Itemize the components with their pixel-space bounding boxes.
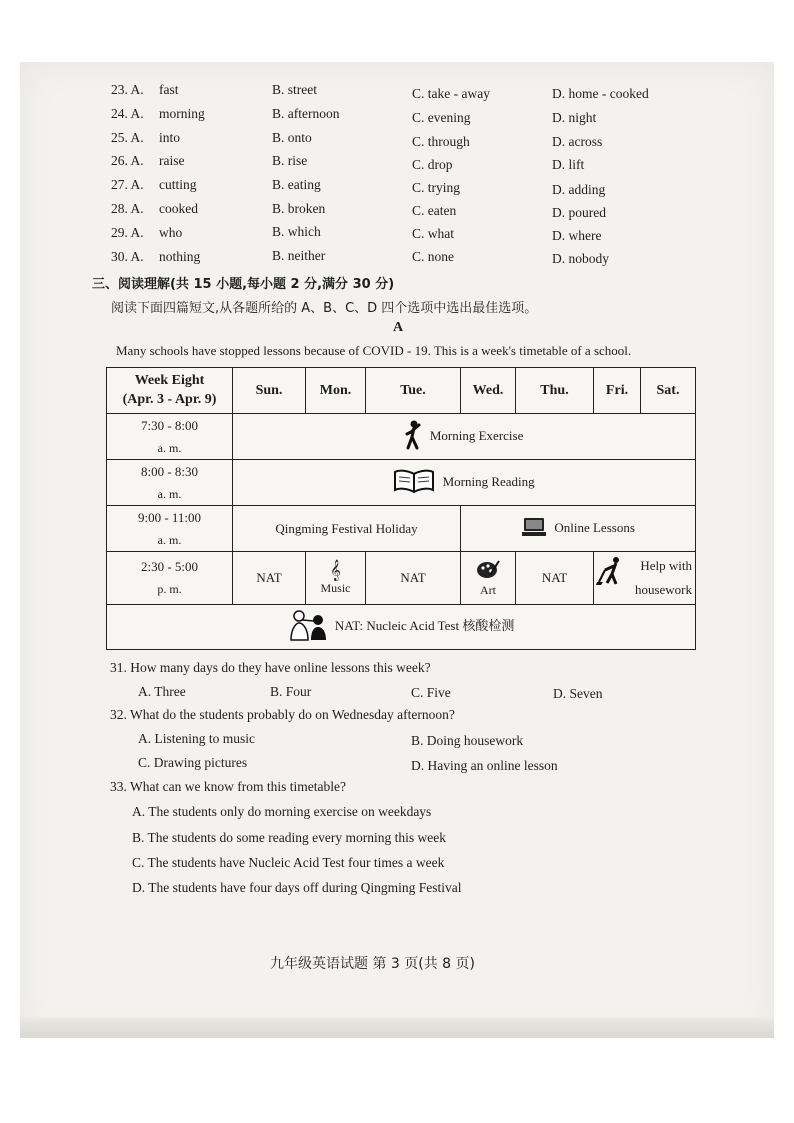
activity-label: Online Lessons (554, 519, 635, 535)
day-header-sat: Sat. (641, 368, 696, 414)
holiday-cell: Qingming Festival Holiday (233, 506, 461, 552)
mon-pm-label: Music (320, 580, 351, 595)
nucleic-test-icon (288, 609, 328, 645)
option-b: B. Doing housework (411, 733, 524, 748)
option-a: cooked (159, 201, 198, 216)
question-stem: 32. What do the students probably do on Wednesday afternoon? (110, 707, 455, 722)
time-cell (107, 460, 233, 506)
option-c: C. drop (412, 157, 453, 172)
option-d: D. home - cooked (552, 86, 649, 101)
row-morning-reading (107, 460, 696, 506)
option-a: nothing (159, 249, 201, 264)
day-header-sun: Sun. (233, 368, 306, 414)
section-title: 三、阅读理解(共 15 小题,每小题 2 分,满分 30 分) (92, 277, 395, 292)
option-d: D. poured (552, 205, 606, 220)
option-c: C. eaten (412, 203, 457, 218)
wed-pm-cell (461, 552, 516, 605)
question-number: 24. A. (111, 106, 144, 121)
timetable (106, 367, 696, 650)
time-period: a. m. (157, 440, 182, 455)
note-text: NAT: Nucleic Acid Test 核酸检测 (334, 617, 515, 633)
option-d: D. adding (552, 182, 606, 197)
question-number: 30. A. (111, 249, 144, 264)
time-period: p. m. (157, 582, 182, 596)
time-range: 8:00 - 8:30 (140, 463, 199, 479)
option-a: into (159, 130, 181, 145)
option-b: B. broken (272, 201, 326, 216)
row-note (107, 605, 696, 650)
tue-pm-cell: NAT (366, 552, 461, 605)
page-footer: 九年级英语试题 第 3 页(共 8 页) (270, 956, 475, 972)
option-a: cutting (159, 177, 197, 192)
question-number: 27. A. (111, 177, 144, 192)
option-b: B. neither (272, 248, 326, 263)
option-d: D. nobody (552, 251, 609, 266)
passage-letter: A (393, 320, 404, 335)
option-b: B. eating (272, 177, 321, 192)
day-header-mon: Mon. (306, 368, 366, 414)
row-morning-exercise (107, 414, 696, 460)
time-range: 7:30 - 8:00 (140, 417, 199, 433)
option-a: fast (159, 82, 179, 97)
online-lessons-cell (461, 506, 696, 552)
option-b: B. street (272, 82, 317, 97)
row-afternoon (107, 552, 696, 605)
exercise-icon (405, 420, 423, 454)
timetable-header-row (107, 368, 696, 414)
activity-label: Morning Exercise (429, 427, 524, 443)
section-instruction: 阅读下面四篇短文,从各题所给的 A、B、C、D 四个选项中选出最佳选项。 (111, 301, 538, 316)
question-number: 26. A. (111, 153, 144, 168)
mon-pm-cell (306, 552, 366, 605)
time-cell (107, 506, 233, 552)
option-a: raise (159, 153, 185, 168)
day-header-thu: Thu. (516, 368, 594, 414)
question-stem: 31. How many days do they have online lessons this week? (110, 660, 431, 675)
day-header-fri: Fri. (594, 368, 641, 414)
option-c: C. evening (412, 110, 471, 125)
option-d: D. lift (552, 157, 585, 172)
time-cell (107, 414, 233, 460)
option-c: C. Five (411, 685, 451, 700)
option-d: D. where (552, 228, 602, 243)
time-range: 2:30 - 5:00 (140, 559, 199, 574)
option-b: B. afternoon (272, 106, 340, 121)
question-number: 28. A. (111, 201, 144, 216)
week-range: (Apr. 3 - Apr. 9) (122, 392, 217, 407)
option-a: A. Listening to music (138, 731, 255, 746)
week-label: Week Eight (134, 373, 205, 388)
time-period: a. m. (157, 486, 182, 501)
question-number: 29. A. (111, 225, 144, 240)
sun-pm-cell: NAT (233, 552, 306, 605)
option-a: who (159, 225, 183, 240)
music-note-icon: 𝄞 (330, 559, 341, 581)
option-c: C. through (412, 134, 470, 149)
week-cell (107, 368, 233, 414)
day-header-tue: Tue. (366, 368, 461, 414)
time-range: 9:00 - 11:00 (137, 509, 202, 525)
option-d: D. Seven (553, 686, 603, 701)
option-b: B. onto (272, 130, 312, 145)
passage-intro: Many schools have stopped lessons because of COVID - 19. This is a week's timetable of a school. (116, 343, 632, 358)
option-d: D. Having an online lesson (411, 758, 558, 773)
option-c: C. take - away (412, 86, 490, 101)
time-cell (107, 552, 233, 605)
option-b: B. The students do some reading every morning this week (132, 830, 446, 845)
option-b: B. rise (272, 153, 308, 168)
day-header-wed: Wed. (461, 368, 516, 414)
activity-cell (233, 414, 696, 460)
option-c: C. none (412, 249, 454, 264)
option-c: C. trying (412, 180, 461, 195)
activity-label: Morning Reading (442, 473, 535, 489)
option-d: D. night (552, 110, 597, 125)
housework-cell (594, 552, 696, 605)
wed-pm-label: Art (480, 582, 496, 597)
housework-label: Help with housework (634, 558, 692, 597)
question-number: 23. A. (111, 82, 144, 97)
option-b: B. Four (270, 684, 312, 699)
question-stem: 33. What can we know from this timetable? (110, 779, 346, 794)
row-online-lessons (107, 506, 696, 552)
paper-edge (20, 1018, 774, 1038)
question-number: 25. A. (111, 130, 144, 145)
note-cell (107, 605, 696, 650)
time-period: a. m. (157, 532, 182, 547)
thu-pm-cell: NAT (516, 552, 594, 605)
option-a: A. The students only do morning exercise on weekdays (132, 804, 432, 819)
paint-palette-icon (461, 559, 515, 583)
option-b: B. which (272, 224, 321, 239)
option-c: C. Drawing pictures (138, 755, 248, 770)
option-d: D. across (552, 134, 603, 149)
computer-icon (521, 516, 547, 542)
option-c: C. what (412, 226, 454, 241)
option-a: A. Three (138, 684, 186, 699)
option-c: C. The students have Nucleic Acid Test four times a week (132, 855, 445, 870)
activity-cell (233, 460, 696, 506)
option-d: D. The students have four days off during Qingming Festival (132, 880, 462, 895)
option-a: morning (159, 106, 205, 121)
broom-icon (596, 556, 624, 590)
book-icon (393, 469, 435, 497)
